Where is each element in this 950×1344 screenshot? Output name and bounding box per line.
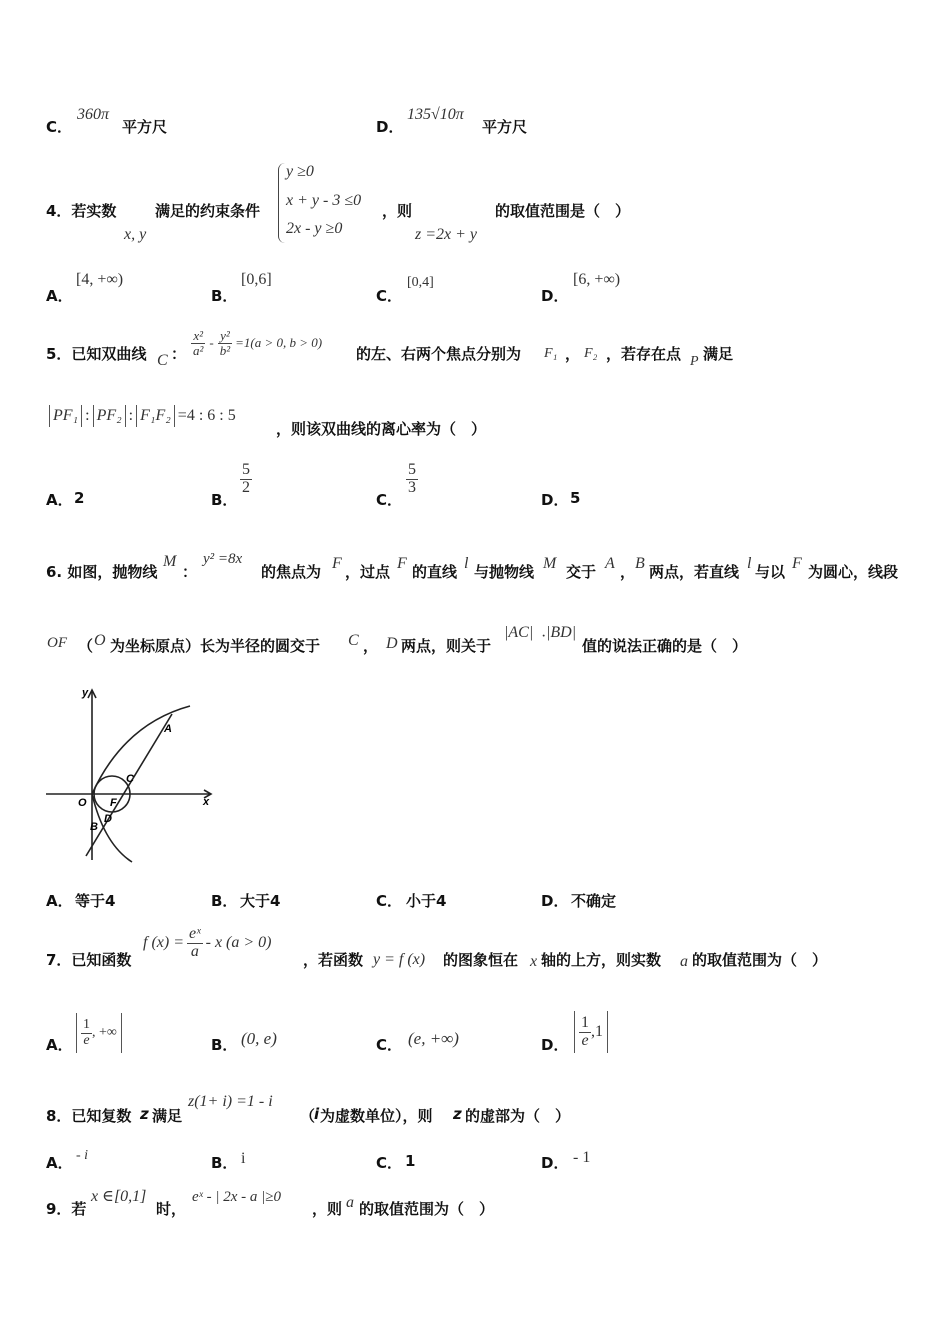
q6-fig-label-x: x bbox=[203, 796, 210, 808]
q6-bd: |BD| bbox=[546, 624, 577, 641]
q6-stem-6: 交于 bbox=[566, 563, 597, 581]
q6-option-d-label: D． bbox=[541, 892, 569, 910]
q8-stem-4: 为虚数单位），则 bbox=[320, 1107, 433, 1125]
q6-fig-label-o: O bbox=[78, 797, 87, 809]
q7-stem-1: 7．已知函数 bbox=[46, 951, 132, 969]
q6-fig-label-b: B bbox=[90, 821, 98, 833]
q4-option-b: [0,6] bbox=[241, 271, 272, 288]
q6-comma: ， bbox=[620, 563, 636, 581]
q8-i: i bbox=[314, 1105, 320, 1123]
q6-stem-7: 两点，若直线 bbox=[649, 563, 740, 581]
q6-stem-4: 的直线 bbox=[412, 563, 458, 581]
q6-option-c: 小于4 bbox=[406, 892, 447, 910]
q7-function bbox=[143, 926, 272, 961]
q8-option-a: - i bbox=[76, 1148, 89, 1163]
q6-option-b: 大于4 bbox=[240, 892, 281, 910]
q7-option-a-num: 1 bbox=[83, 1016, 90, 1032]
q5-option-b-num: 5 bbox=[242, 461, 250, 478]
q6-stem-5: 与抛物线 bbox=[474, 563, 535, 581]
q5-ratio-pf2: PF₂ bbox=[96, 407, 122, 424]
q7-option-d-num: 1 bbox=[581, 1013, 589, 1031]
q7-option-a bbox=[76, 1013, 122, 1053]
q6-point-c: C bbox=[348, 632, 359, 649]
q8-option-b-label: B． bbox=[211, 1154, 238, 1172]
q5-ratio-bar bbox=[174, 405, 175, 427]
q8-equation: z(1+ i) =1 - i bbox=[188, 1093, 273, 1110]
q9-stem-4: 的取值范围为（ ） bbox=[359, 1200, 495, 1218]
q5-option-c-label: C． bbox=[376, 491, 403, 509]
q7-func-num: eˣ bbox=[189, 925, 201, 942]
q6-point-d: D bbox=[386, 635, 398, 652]
q4-constraint-1: y ≥0 bbox=[286, 163, 314, 180]
q4-constraint-3: 2x - y ≥0 bbox=[286, 220, 343, 237]
q7-option-d-den: e bbox=[581, 1031, 589, 1049]
q6-f: F bbox=[792, 555, 802, 572]
q4-stem-3: ，则 bbox=[382, 202, 413, 220]
q4-constraint-2: x + y - 3 ≤0 bbox=[286, 192, 362, 209]
q7-g: y = f (x) bbox=[373, 951, 426, 968]
q5-option-c-frac bbox=[406, 462, 418, 497]
q5-ratio-bar bbox=[136, 405, 137, 427]
q3-option-d-unit: 平方尺 bbox=[482, 118, 528, 136]
q6-m: M bbox=[543, 555, 557, 572]
q5-comma: ， bbox=[565, 345, 581, 363]
q5-option-b-frac bbox=[240, 462, 252, 497]
q6-stem-1: 6. 如图，抛物线 bbox=[46, 563, 158, 581]
q6-stem-2: 的焦点为 bbox=[261, 563, 322, 581]
q4-option-d: [6, +∞) bbox=[573, 271, 621, 288]
q5-curve-name: C bbox=[157, 352, 168, 369]
q7-option-c: (e, +∞) bbox=[408, 1029, 459, 1048]
q7-option-a-den: e bbox=[83, 1032, 90, 1048]
q6-stem-3: ，过点 bbox=[345, 563, 391, 581]
q7-x: x bbox=[530, 953, 538, 970]
q6-option-a: 等于4 bbox=[75, 892, 116, 910]
q6-fig-label-y: y bbox=[82, 687, 89, 699]
q5-ratio-bar bbox=[93, 405, 94, 427]
q8-stem-5: 的虚部为（ ） bbox=[465, 1107, 571, 1125]
q6-fig-label-c: C bbox=[126, 773, 134, 785]
q4-option-c-label: C． bbox=[376, 287, 403, 305]
q3-option-d-label: D． bbox=[376, 118, 404, 136]
q5-colon: ： bbox=[171, 345, 187, 363]
q5-f1: F₁ bbox=[544, 346, 558, 361]
q7-stem-4: 轴的上方，则实数 bbox=[541, 951, 662, 969]
q6-point-b: B bbox=[635, 555, 645, 572]
q6-stem-9: 为圆心，线段 bbox=[808, 563, 899, 581]
q5-ratio-bar bbox=[49, 405, 50, 427]
q5-ratio-bar bbox=[125, 405, 126, 427]
q5-eq-y-num: y² bbox=[220, 328, 230, 343]
q7-option-b-label: B． bbox=[211, 1036, 238, 1054]
q6-stem-13: 值的说法正确的是（ ） bbox=[582, 637, 748, 655]
q5-option-d-label: D． bbox=[541, 491, 569, 509]
q6-of: OF bbox=[47, 635, 67, 651]
q5-stem-5: ，则该双曲线的离心率为（ ） bbox=[276, 420, 487, 438]
q5-ratio-sep: : bbox=[128, 407, 134, 424]
q7-func-rhs: - x (a > 0) bbox=[205, 934, 272, 952]
q6-stem-12: 两点，则关于 bbox=[401, 637, 492, 655]
q9-stem-1: 9．若 bbox=[46, 1200, 87, 1218]
q9-stem-3: ，则 bbox=[312, 1200, 343, 1218]
q7-option-d bbox=[574, 1011, 608, 1053]
q8-option-d-label: D． bbox=[541, 1154, 569, 1172]
q7-option-a-label: A． bbox=[46, 1036, 73, 1054]
q4-stem-1: 4．若实数 bbox=[46, 202, 117, 220]
q6-stem-10: （ bbox=[78, 637, 94, 655]
q6-fig-label-f: F bbox=[110, 797, 117, 809]
q6-fig-label-d: D bbox=[104, 813, 112, 825]
q5-stem-2: 的左、右两个焦点分别为 bbox=[356, 345, 522, 363]
q5-eq-x-num: x² bbox=[193, 328, 204, 343]
q6-option-d: 不确定 bbox=[571, 892, 617, 910]
q4-option-a: [4, +∞) bbox=[76, 271, 124, 288]
q5-option-c-num: 5 bbox=[408, 461, 416, 478]
q4-vars: x, y bbox=[124, 226, 147, 243]
q7-option-a-rest: , +∞ bbox=[92, 1025, 117, 1040]
q5-stem-1: 5．已知双曲线 bbox=[46, 345, 147, 363]
q6-dot: · bbox=[541, 628, 547, 645]
q3-option-c-unit: 平方尺 bbox=[122, 118, 168, 136]
q7-func-den: a bbox=[190, 942, 199, 960]
q5-ratio bbox=[46, 405, 236, 427]
q5-hyperbola-eq bbox=[191, 329, 322, 357]
q5-ratio-f1f2: F₁F₂ bbox=[140, 407, 171, 424]
q3-option-d-math: 135√10π bbox=[407, 106, 464, 123]
q7-func-lhs: f (x) = bbox=[143, 934, 184, 952]
q5-stem-4: 满足 bbox=[703, 345, 734, 363]
q6-point-a: A bbox=[605, 555, 615, 572]
q4-option-a-label: A． bbox=[46, 287, 73, 305]
q5-eq-rest: =1(a > 0, b > 0) bbox=[235, 335, 323, 351]
q8-option-c-label: C． bbox=[376, 1154, 403, 1172]
q6-f: F bbox=[332, 555, 342, 572]
q9-inequality: eˣ - | 2x - a |≥0 bbox=[192, 1189, 282, 1205]
q4-system-brace bbox=[278, 163, 285, 243]
q6-ac: |AC| bbox=[504, 624, 534, 641]
q6-stem-8: 与以 bbox=[755, 563, 786, 581]
q5-ratio-pf1: PF₁ bbox=[53, 407, 79, 424]
q8-stem-1: 8．已知复数 bbox=[46, 1107, 132, 1125]
q5-option-a-label: A． bbox=[46, 491, 73, 509]
q6-m: M bbox=[163, 553, 177, 570]
q7-option-d-rest: ,1 bbox=[591, 1023, 603, 1040]
q3-option-c-math: 360π bbox=[77, 106, 110, 123]
q6-option-c-label: C． bbox=[376, 892, 403, 910]
q6-option-a-label: A． bbox=[46, 892, 73, 910]
q6-parabola-curve bbox=[92, 706, 190, 862]
q6-colon: ： bbox=[182, 563, 198, 581]
q6-origin: O bbox=[94, 632, 106, 649]
q6-stem-11: 为坐标原点）长为半径的圆交于 bbox=[110, 637, 321, 655]
q9-condition: x ∈[0,1] bbox=[91, 1188, 147, 1205]
q5-point-p: P bbox=[690, 354, 699, 369]
q4-stem-2: 满足的约束条件 bbox=[155, 202, 261, 220]
q6-f: F bbox=[397, 555, 407, 572]
q5-option-c-den: 3 bbox=[408, 478, 416, 496]
q4-stem-4: 的取值范围是（ ） bbox=[495, 202, 631, 220]
q6-option-b-label: B． bbox=[211, 892, 238, 910]
q4-option-d-label: D． bbox=[541, 287, 569, 305]
q5-stem-3: ，若存在点 bbox=[606, 345, 682, 363]
q5-ratio-bar bbox=[81, 405, 82, 427]
q6-comma: ， bbox=[363, 637, 379, 655]
q7-option-c-label: C． bbox=[376, 1036, 403, 1054]
q4-objective: z =2x + y bbox=[415, 226, 478, 243]
q7-stem-2: ，若函数 bbox=[303, 951, 364, 969]
q8-option-b: i bbox=[241, 1150, 246, 1167]
q5-eq-minus: - bbox=[209, 335, 214, 351]
q6-fig-label-a: A bbox=[164, 723, 172, 735]
q8-z: z bbox=[453, 1105, 462, 1123]
q5-f2: F₂ bbox=[584, 346, 598, 361]
q9-a: a bbox=[346, 1194, 354, 1211]
q8-option-a-label: A． bbox=[46, 1154, 73, 1172]
q3-option-c-label: C． bbox=[46, 118, 73, 136]
q8-stem-2: 满足 bbox=[152, 1107, 183, 1125]
q5-eq-x-den: a² bbox=[193, 342, 204, 358]
q5-option-b-den: 2 bbox=[242, 478, 250, 496]
q8-z: z bbox=[140, 1105, 149, 1123]
q6-line-l bbox=[86, 714, 172, 856]
q5-ratio-sep: : bbox=[85, 407, 90, 424]
q8-option-d: - 1 bbox=[573, 1149, 591, 1166]
q7-option-b: (0, e) bbox=[241, 1029, 277, 1048]
q5-option-d: 5 bbox=[570, 489, 581, 507]
q6-l: l bbox=[464, 555, 469, 572]
q7-a: a bbox=[680, 953, 688, 970]
q8-stem-3: （ bbox=[300, 1107, 316, 1125]
q4-option-c: [0,4] bbox=[407, 275, 434, 290]
q6-l: l bbox=[747, 555, 752, 572]
q4-option-b-label: B． bbox=[211, 287, 238, 305]
q5-ratio-value: =4 : 6 : 5 bbox=[177, 407, 236, 424]
q7-stem-5: 的取值范围为（ ） bbox=[692, 951, 828, 969]
q6-parabola-eq: y² =8x bbox=[203, 551, 243, 567]
q5-eq-y-den: b² bbox=[219, 342, 231, 358]
q6-figure bbox=[40, 684, 230, 866]
q8-option-c: 1 bbox=[405, 1152, 416, 1170]
q5-option-a: 2 bbox=[74, 489, 85, 507]
q7-stem-3: 的图象恒在 bbox=[443, 951, 519, 969]
q9-stem-2: 时， bbox=[156, 1200, 187, 1218]
q5-option-b-label: B． bbox=[211, 491, 238, 509]
q7-option-d-label: D． bbox=[541, 1036, 569, 1054]
